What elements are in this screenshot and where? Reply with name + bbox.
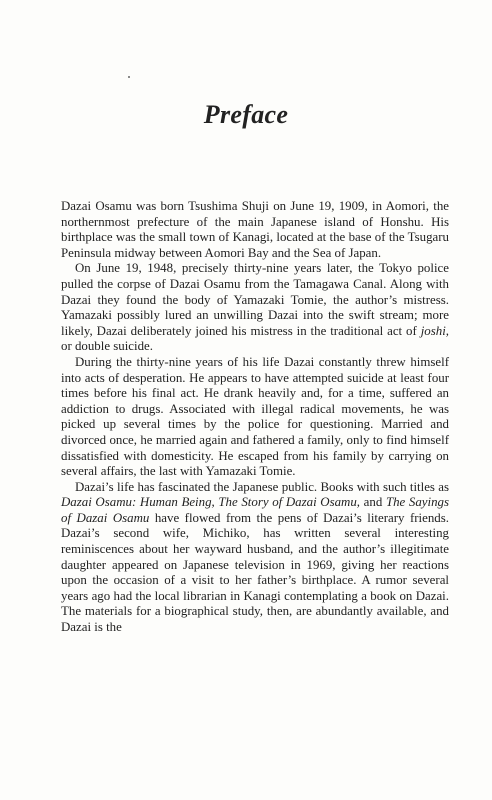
paragraph-3 (61, 355, 449, 480)
paragraph-4-italic: Dazai Osamu: Human Being, The Story of Dazai Osamu, (61, 495, 361, 510)
paragraph-4-segment: Dazai’s life has fascinated the Japanese public. Books with such titles as (75, 479, 449, 494)
paragraph-4 (61, 480, 449, 636)
paragraph-4-italic: The Sayings of Dazai Osamu (61, 495, 450, 525)
paragraph-4-segment: and (360, 495, 386, 510)
paragraph-2 (61, 261, 449, 355)
paragraph-1-segment: Dazai Osamu was born Tsushima Shuji on June 19, 1909, in Aomori, the northernmost prefecture of the main Japanese island of Honshu. His birthplace was the small town of Kanagi, located at the base of the Tsugaru Peninsula midway between Aomori Bay and the Sea of Japan. (61, 199, 449, 260)
stray-mark (128, 76, 130, 78)
paragraph-3-segment: During the thirty-nine years of his life Dazai constantly threw himself into acts of desperation. He appears to have attempted suicide at least four times before his final act. He drank heavily and, for a time, suffered an addiction to drugs. Associated with illegal radical movements, he was picked up several times by the police for questioning. Married and divorced once, he married again and fathered a family, only to find himself dissatisfied with domesticity. He escaped from his family by carrying on several affairs, the last with Yamazaki Tomie. (61, 354, 449, 479)
page-title: Preface (203, 100, 289, 129)
paragraph-1 (61, 199, 449, 261)
paragraph-2-segment: or double suicide. (61, 339, 154, 354)
paragraph-4-segment: have flowed from the pens of Dazai’s literary friends. Dazai’s second wife, Michiko, has written several interesting reminiscences about her wayward husband, and the author’s illegitimate daughter appeared on Japanese television in 1969, giving her reactions upon the occasion of a visit to her father’s birthplace. A rumor several years ago had the local librarian in Kanagi contemplating a book on Dazai. The materials for a biographical study, then, are abundantly available, and Dazai is the (61, 510, 449, 635)
body-text (61, 199, 449, 636)
paragraph-2-segment: On June 19, 1948, precisely thirty-nine years later, the Tokyo police pulled the corpse of Dazai Osamu from the Tamagawa Canal. Along with Dazai they found the body of Yamazaki Tomie, the author’s mistress. Yamazaki possibly lured an unwilling Dazai into the swift stream; more likely, Dazai deliberately joined his mistress in the traditional act of (61, 261, 449, 338)
paragraph-2-italic: joshi, (420, 323, 449, 338)
